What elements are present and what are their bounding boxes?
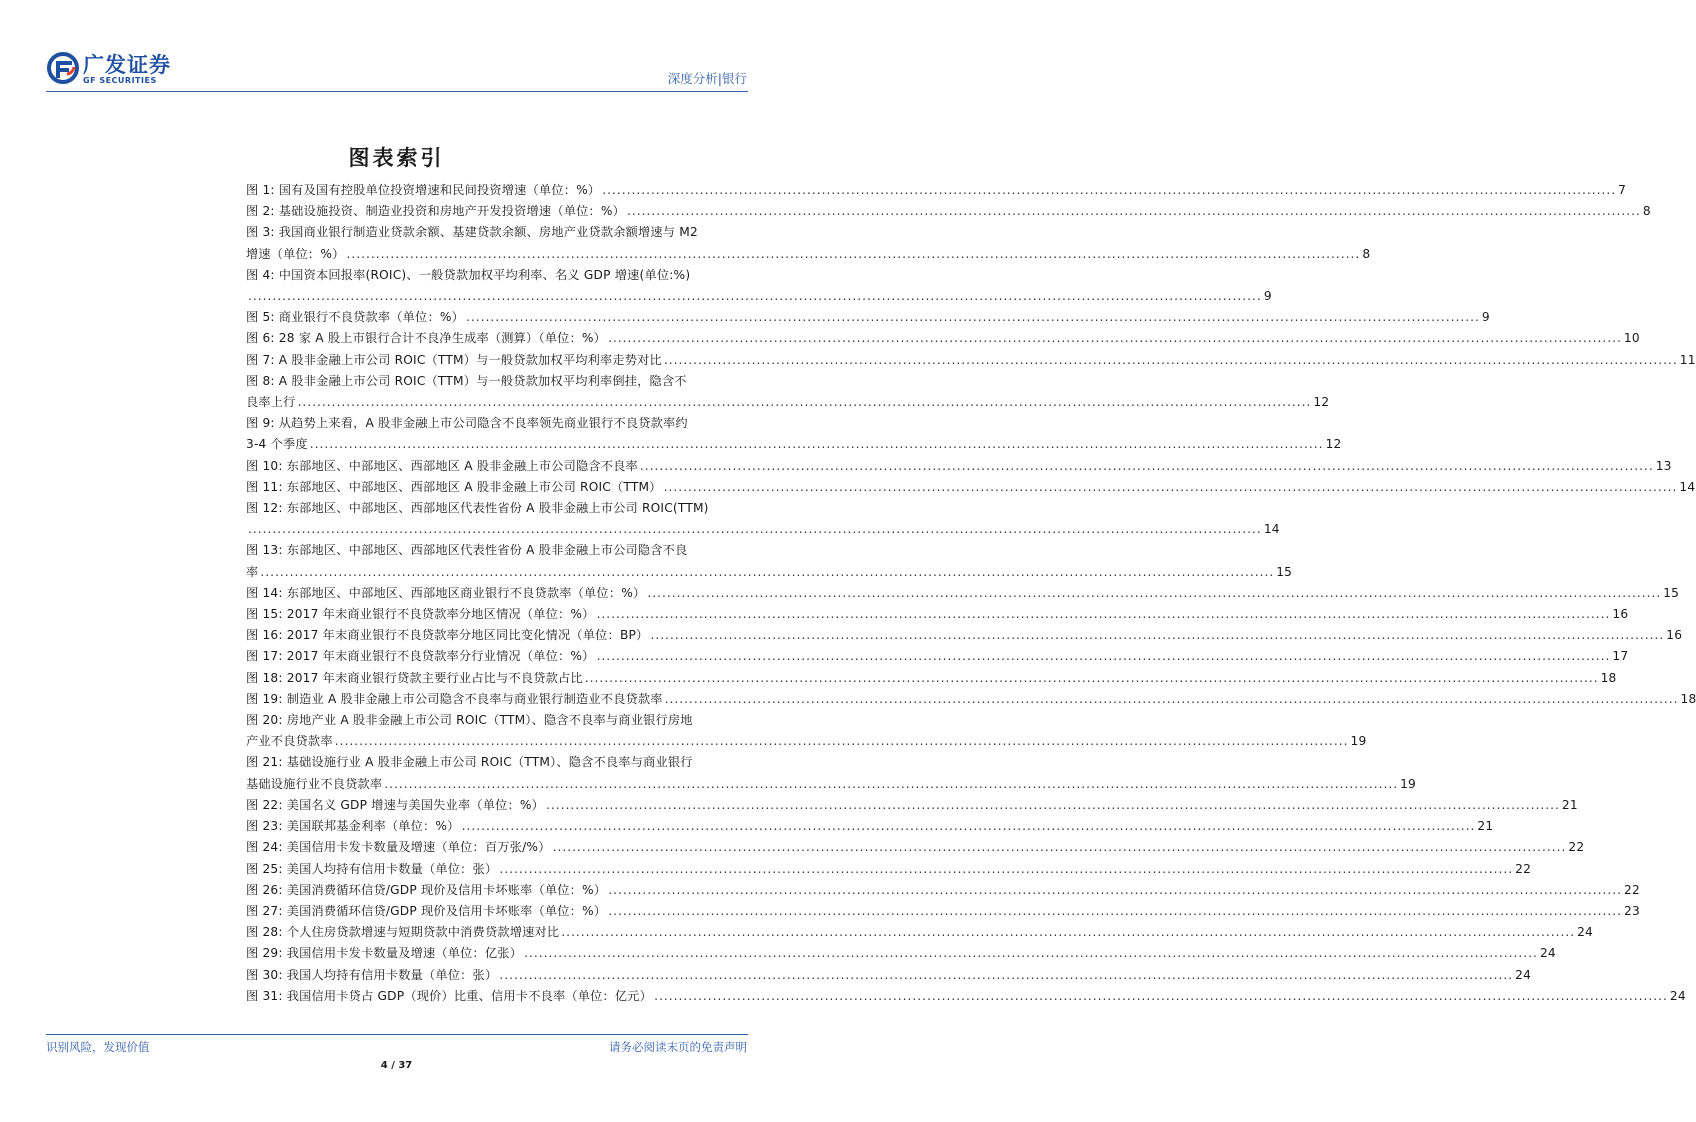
toc-page-number: 8 <box>1362 246 1371 261</box>
toc-entry-title: 图 6: 28 家 A 股上市银行合计不良净生成率（测算）（单位：%） <box>246 331 607 346</box>
dot-leader <box>561 922 1575 943</box>
dot-leader <box>260 562 1274 583</box>
dot-leader <box>335 731 1349 752</box>
toc-entry-title: 图 29: 我国信用卡发卡数量及增速（单位：亿张） <box>246 946 523 961</box>
toc-entry[interactable] <box>246 901 1640 922</box>
toc-entry[interactable] <box>246 986 1686 1007</box>
toc-entry-title: 图 22: 美国名义 GDP 增速与美国失业率（单位：%） <box>246 797 545 812</box>
dot-leader <box>462 816 1476 837</box>
footer-divider <box>46 1034 748 1035</box>
toc-entry-title: 图 14: 东部地区、中部地区、西部地区商业银行不良贷款率（单位：%） <box>246 585 646 600</box>
toc-entry[interactable] <box>246 943 1556 964</box>
toc-page-number: 14 <box>1263 522 1280 537</box>
dot-leader <box>499 965 1513 986</box>
toc-page-number: 7 <box>1618 183 1627 197</box>
toc-page-number: 13 <box>1655 458 1672 473</box>
dot-leader <box>248 519 1262 540</box>
toc-page-number: 9 <box>1263 289 1272 304</box>
toc-entry[interactable] <box>246 668 1617 689</box>
toc-page-number: 10 <box>1623 331 1640 346</box>
toc-entry-title: 图 16: 2017 年末商业银行不良贷款率分地区同比变化情况（单位：BP） <box>246 628 649 643</box>
toc-page-number: 24 <box>1515 967 1532 982</box>
dot-leader <box>310 434 1324 455</box>
dot-leader <box>499 859 1513 880</box>
toc-entry[interactable] <box>246 540 1293 582</box>
toc-entry-title: 图 19: 制造业 A 股非金融上市公司隐含不良率与商业银行制造业不良贷款率 <box>246 691 663 706</box>
toc-entry-title: 图 20: 房地产业 A 股非金融上市公司 ROIC（TTM）、隐含不良率与商业银行房地 <box>246 713 693 728</box>
toc-entry-title: 图 26: 美国消费循环信贷/GDP 现价及信用卡坏账率（单位：%） <box>246 882 607 897</box>
toc-entry-title-cont: 率 <box>246 564 259 579</box>
toc-entry-title: 图 10: 东部地区、中部地区、西部地区 A 股非金融上市公司隐含不良率 <box>246 458 638 473</box>
toc-entry[interactable] <box>246 752 1416 794</box>
toc-page-number: 24 <box>1669 988 1686 1003</box>
toc-entry-title: 图 18: 2017 年末商业银行贷款主要行业占比与不良贷款占比 <box>246 670 583 685</box>
toc-entry[interactable] <box>246 371 1330 413</box>
toc-entry-title: 图 9: 从趋势上来看，A 股非金融上市公司隐含不良率领先商业银行不良贷款率约 <box>246 416 688 431</box>
toc-entry[interactable] <box>246 837 1585 858</box>
toc-entry[interactable] <box>246 201 1651 222</box>
dot-leader <box>664 477 1678 498</box>
toc-page-number: 8 <box>1642 204 1651 219</box>
dot-leader <box>597 604 1611 625</box>
toc-entry[interactable] <box>246 625 1683 646</box>
dot-leader <box>608 901 1622 922</box>
toc-entry[interactable] <box>246 965 1532 986</box>
toc-page-number: 19 <box>1400 776 1416 791</box>
toc-entry-title: 图 17: 2017 年末商业银行不良贷款率分行业情况（单位：%） <box>246 649 595 664</box>
toc-entry-title: 图 12: 东部地区、中部地区、西部地区代表性省份 A 股非金融上市公司 ROIC(TTM) <box>246 501 709 516</box>
toc-page-number: 15 <box>1276 564 1293 579</box>
gf-logo-icon <box>47 52 79 84</box>
toc-entry-title: 图 28: 个人住房贷款增速与短期贷款中消费贷款增速对比 <box>246 925 560 940</box>
toc-entry[interactable] <box>246 180 1627 201</box>
dot-leader <box>384 774 1398 795</box>
page-number: 4 / 37 <box>380 1060 413 1071</box>
dot-leader <box>597 646 1611 667</box>
toc-entry-title-cont: 基础设施行业不良贷款率 <box>246 776 383 791</box>
dot-leader <box>553 837 1567 858</box>
toc-page-number: 12 <box>1325 437 1342 452</box>
toc-entry-title: 图 3: 我国商业银行制造业贷款余额、基建贷款余额、房地产业贷款余额增速与 M2 <box>246 225 698 240</box>
toc-page-number: 9 <box>1481 310 1490 325</box>
dot-leader <box>650 625 1664 646</box>
toc-entry[interactable] <box>246 350 1696 371</box>
toc-entry-title: 图 13: 东部地区、中部地区、西部地区代表性省份 A 股非金融上市公司隐含不良 <box>246 543 688 558</box>
dot-leader <box>640 456 1654 477</box>
toc-entry-title: 图 5: 商业银行不良贷款率（单位：%） <box>246 310 465 325</box>
toc-entry[interactable] <box>246 498 1280 540</box>
toc-entry[interactable] <box>246 604 1629 625</box>
toc-page-number: 18 <box>1600 670 1617 685</box>
toc-entry-title: 图 23: 美国联邦基金利率（单位：%） <box>246 819 460 834</box>
toc-page-number: 24 <box>1577 925 1594 940</box>
toc-entry[interactable] <box>246 922 1594 943</box>
dot-leader <box>654 986 1668 1007</box>
dot-leader <box>608 880 1622 901</box>
toc-entry-title: 图 1: 国有及国有控股单位投资增速和民间投资增速（单位：%） <box>246 183 601 197</box>
toc-page-number: 14 <box>1679 479 1696 494</box>
toc-page-number: 21 <box>1561 797 1578 812</box>
toc-entry-title-cont: 3-4 个季度 <box>246 437 308 452</box>
toc-entry-title-cont: 良率上行 <box>246 395 296 410</box>
toc-page-number: 22 <box>1515 861 1532 876</box>
toc-entry-title-cont: 产业不良贷款率 <box>246 734 333 749</box>
page-header <box>0 0 793 92</box>
figure-index-list <box>246 180 1696 1007</box>
toc-entry-title: 图 7: A 股非金融上市公司 ROIC（TTM）与一般贷款加权平均利率走势对比 <box>246 352 662 367</box>
toc-entry-title-cont: 增速（单位：%） <box>246 246 345 261</box>
company-logo <box>47 52 187 92</box>
toc-entry[interactable] <box>246 307 1490 328</box>
toc-entry[interactable] <box>246 583 1680 604</box>
logo-text-cn: 广发证券 <box>83 53 171 77</box>
dot-leader <box>347 244 1361 265</box>
toc-page-number: 16 <box>1666 628 1683 643</box>
toc-entry[interactable] <box>246 880 1640 901</box>
toc-entry[interactable] <box>246 413 1342 455</box>
page-title: 图表索引 <box>348 145 445 170</box>
report-section-label: 深度分析|银行 <box>667 71 747 86</box>
toc-entry[interactable] <box>246 646 1629 667</box>
dot-leader <box>608 328 1622 349</box>
dot-leader <box>466 307 1480 328</box>
toc-entry[interactable] <box>246 477 1696 498</box>
toc-page-number: 18 <box>1680 691 1696 706</box>
toc-page-number: 19 <box>1350 734 1367 749</box>
footer-disclaimer: 请务必阅读末页的免责声明 <box>609 1040 747 1054</box>
toc-entry-title: 图 27: 美国消费循环信贷/GDP 现价及信用卡坏账率（单位：%） <box>246 903 607 918</box>
footer-slogan: 识别风险，发现价值 <box>46 1040 150 1054</box>
toc-entry[interactable] <box>246 328 1640 349</box>
toc-entry[interactable] <box>246 222 1371 264</box>
toc-entry[interactable] <box>246 710 1367 752</box>
dot-leader <box>546 795 1560 816</box>
toc-entry[interactable] <box>246 456 1672 477</box>
toc-entry[interactable] <box>246 689 1696 710</box>
dot-leader <box>602 180 1616 201</box>
toc-page-number: 22 <box>1624 882 1640 897</box>
toc-entry-title: 图 15: 2017 年末商业银行不良贷款率分地区情况（单位：%） <box>246 607 595 622</box>
toc-page-number: 16 <box>1612 607 1629 622</box>
toc-entry-title: 图 11: 东部地区、中部地区、西部地区 A 股非金融上市公司 ROIC（TTM） <box>246 479 662 494</box>
dot-leader <box>524 943 1538 964</box>
dot-leader <box>248 286 1262 307</box>
dot-leader <box>664 350 1678 371</box>
toc-entry-title: 图 21: 基础设施行业 A 股非金融上市公司 ROIC（TTM）、隐含不良率与商业银行 <box>246 755 693 770</box>
toc-page-number: 15 <box>1663 585 1680 600</box>
toc-entry-title: 图 4: 中国资本回报率(ROIC)、一般贷款加权平均利率、名义 GDP 增速(单位:%) <box>246 267 691 282</box>
header-divider <box>46 91 748 92</box>
toc-entry-title: 图 30: 我国人均持有信用卡数量（单位：张） <box>246 967 498 982</box>
dot-leader <box>627 201 1641 222</box>
toc-entry-title: 图 8: A 股非金融上市公司 ROIC（TTM）与一般贷款加权平均利率倒挂，隐含不 <box>246 373 687 388</box>
toc-entry[interactable] <box>246 859 1532 880</box>
dot-leader <box>647 583 1661 604</box>
toc-entry-title: 图 25: 美国人均持有信用卡数量（单位：张） <box>246 861 498 876</box>
toc-entry-title: 图 24: 美国信用卡发卡数量及增速（单位：百万张/%） <box>246 840 551 855</box>
logo-text-en: GF SECURITIES <box>83 76 157 85</box>
toc-page-number: 11 <box>1679 352 1696 367</box>
toc-entry[interactable] <box>246 265 1272 307</box>
toc-page-number: 22 <box>1568 840 1585 855</box>
toc-page-number: 12 <box>1313 395 1330 410</box>
toc-entry-title: 图 2: 基础设施投资、制造业投资和房地产开发投资增速（单位：%） <box>246 204 626 219</box>
toc-page-number: 21 <box>1477 819 1494 834</box>
toc-entry-title: 图 31: 我国信用卡贷占 GDP（现价）比重、信用卡不良率（单位：亿元） <box>246 988 653 1003</box>
dot-leader <box>298 392 1312 413</box>
toc-page-number: 17 <box>1612 649 1629 664</box>
dot-leader <box>665 689 1679 710</box>
toc-page-number: 24 <box>1539 946 1556 961</box>
toc-entry[interactable] <box>246 816 1494 837</box>
dot-leader <box>585 668 1599 689</box>
toc-page-number: 23 <box>1624 903 1640 918</box>
toc-entry[interactable] <box>246 795 1578 816</box>
